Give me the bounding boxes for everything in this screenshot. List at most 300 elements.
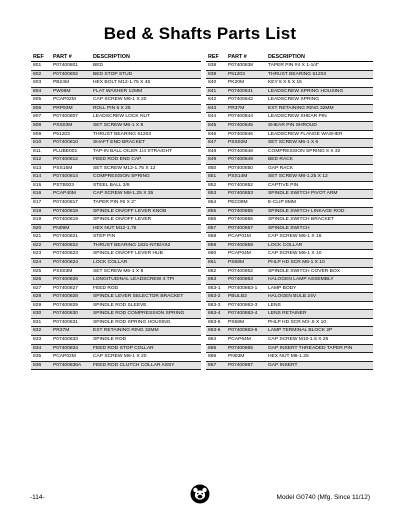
cell-description: FEED ROD STOP COLLAR	[91, 344, 201, 353]
cell-ref: 815	[31, 181, 51, 190]
cell-part-number: P07400821	[51, 233, 91, 242]
cell-description: SPINDLE LEVER SELECTOR BRACKET	[91, 293, 201, 302]
table-row	[206, 361, 373, 370]
cell-part-number: P07400826	[51, 276, 91, 285]
cell-part-number: PSS15M	[51, 164, 91, 173]
cell-ref: 833	[31, 336, 51, 345]
cell-description: HALOGEN LAMP ASSEMBLY	[266, 276, 373, 285]
cell-ref: 860	[206, 250, 226, 259]
cell-part-number: P07400865	[226, 344, 266, 353]
cell-description: SPINDLE ON/OFF LEVER HUB	[91, 250, 201, 259]
table-row	[206, 284, 373, 293]
cell-description: TAPER PIN #6 X 2"	[91, 199, 201, 208]
cell-description: GAP INSERT THREADED TAPER PIN	[266, 344, 373, 353]
cell-ref: 842	[206, 96, 226, 105]
cell-ref: 863-5	[206, 318, 226, 327]
cell-part-number: P07400814	[51, 173, 91, 182]
cell-ref: 850	[206, 164, 226, 173]
cell-description: SPINDLE SWITCH	[266, 224, 373, 233]
cell-description: SHEAR PIN SHROUD	[266, 121, 373, 130]
cell-part-number: PB24M	[51, 79, 91, 88]
cell-part-number: PW06M	[51, 87, 91, 96]
cell-part-number: P07400867	[226, 361, 266, 370]
table-row	[31, 318, 201, 327]
cell-part-number: P07400863	[226, 276, 266, 285]
cell-description: CAP SCREW M8-1.25 X 35	[91, 190, 201, 199]
cell-description: CAP SCREW M6-1 X 20	[91, 353, 201, 362]
cell-ref: 824	[31, 258, 51, 267]
cell-ref: 865	[206, 344, 226, 353]
table-row	[31, 344, 201, 353]
cell-ref: 823	[31, 250, 51, 259]
column-header-description: DESCRIPTION	[266, 53, 373, 62]
cell-part-number: P07400830	[51, 310, 91, 319]
cell-description: CAP SCREW M10-1.5 X 25	[266, 336, 373, 345]
cell-ref: 821	[31, 233, 51, 242]
cell-ref: 812	[31, 156, 51, 165]
table-row	[206, 250, 373, 259]
cell-ref: 810	[31, 139, 51, 148]
cell-description: SET SCREW M6-1 X 8	[91, 267, 201, 276]
table-row	[206, 258, 373, 267]
cell-description: THRUST BEARING 51203	[266, 70, 373, 79]
table-row	[206, 164, 373, 173]
cell-description: THRUST BEARING 1831-NTB/AS2	[91, 241, 201, 250]
table-row	[31, 327, 201, 336]
cell-ref: 863-1	[206, 284, 226, 293]
cell-part-number: P07400863-4	[226, 310, 266, 319]
cell-description: LEADSCREW SHEAR PIN	[266, 113, 373, 122]
cell-part-number: P07400834	[51, 344, 91, 353]
table-row	[206, 62, 373, 71]
table-row	[206, 181, 373, 190]
table-row	[31, 267, 201, 276]
cell-ref: 841	[206, 87, 226, 96]
cell-description: BED STOP STUD	[91, 70, 201, 79]
cell-description: LENS RETAINER	[266, 310, 373, 319]
table-row	[31, 164, 201, 173]
cell-description: SPINDLE SWITCH COVER BOX	[266, 267, 373, 276]
table-row	[206, 216, 373, 225]
cell-ref: 858	[206, 233, 226, 242]
cell-part-number: PCAP02M	[51, 353, 91, 362]
cell-description: LEADSCREW FLANGE WASHER	[266, 130, 373, 139]
table-row	[206, 199, 373, 208]
cell-description: SET SCREW M8-1.25 X 12	[266, 173, 373, 182]
column-header-part: PART #	[51, 53, 91, 62]
table-row	[31, 207, 201, 216]
table-row	[31, 336, 201, 345]
cell-ref: 844	[206, 113, 226, 122]
table-row	[31, 104, 201, 113]
cell-part-number: P07400838	[226, 62, 266, 71]
table-row	[31, 139, 201, 148]
cell-part-number: P07400863-3	[226, 301, 266, 310]
cell-part-number: P07400849	[226, 156, 266, 165]
cell-ref: 819	[31, 216, 51, 225]
cell-ref: 801	[31, 62, 51, 71]
cell-part-number: P07400827	[51, 284, 91, 293]
cell-description: COMPRESSION SPRING 8 X 32	[266, 147, 373, 156]
cell-ref: 817	[31, 199, 51, 208]
cell-part-number: P07400802	[51, 70, 91, 79]
cell-description: SPINDLE SWITCH LINKAGE ROD	[266, 207, 373, 216]
table-row	[206, 267, 373, 276]
cell-part-number: PCAP64M	[226, 336, 266, 345]
cell-description: SPINDLE ROD COMPRESSION SPRING	[91, 310, 201, 319]
cell-ref: 813	[31, 164, 51, 173]
cell-description: FLAT WASHER 12MM	[91, 87, 201, 96]
cell-description: TAPER PIN #4 X 1-1/4"	[266, 62, 373, 71]
cell-ref: 866	[206, 353, 226, 362]
table-row	[206, 327, 373, 336]
cell-part-number: PSS03M	[51, 267, 91, 276]
column-header-part: PART #	[226, 53, 266, 62]
cell-part-number: P07400801	[51, 62, 91, 71]
cell-part-number: PS58M	[226, 318, 266, 327]
table-row	[206, 233, 373, 242]
table-row	[31, 224, 201, 233]
cell-part-number: P07400824	[51, 258, 91, 267]
table-row	[206, 113, 373, 122]
cell-ref: 836	[31, 361, 51, 370]
cell-part-number: P07400829	[51, 301, 91, 310]
cell-part-number: P51203	[51, 130, 91, 139]
cell-description: SET SCREW M6-1 X 6	[266, 139, 373, 148]
cell-description: STEP PIN	[91, 233, 201, 242]
cell-description: SPINDLE ROD SPRING HOUSING	[91, 318, 201, 327]
cell-ref: 832	[31, 327, 51, 336]
cell-ref: 834	[31, 344, 51, 353]
cell-part-number: P07400817	[51, 199, 91, 208]
column-header-description: DESCRIPTION	[91, 53, 201, 62]
cell-description: SET SCREW M6-1 X 8	[91, 121, 201, 130]
table-row	[206, 96, 373, 105]
cell-part-number: P07400857	[226, 224, 266, 233]
table-row	[206, 104, 373, 113]
table-row	[31, 130, 201, 139]
table-header-row	[31, 53, 201, 62]
table-row	[206, 301, 373, 310]
table-row	[206, 336, 373, 345]
table-row	[206, 293, 373, 302]
cell-part-number: P07400819	[51, 216, 91, 225]
table-row	[31, 258, 201, 267]
cell-part-number: P51203	[226, 70, 266, 79]
cell-part-number: P07400807	[51, 113, 91, 122]
cell-description: ROLL PIN 6 X 25	[91, 104, 201, 113]
page-title: Bed & Shafts Parts List	[103, 24, 297, 43]
cell-ref: 822	[31, 241, 51, 250]
table-row	[206, 79, 373, 88]
table-row	[206, 156, 373, 165]
cell-part-number: P07400845	[226, 121, 266, 130]
cell-description: BED	[91, 62, 201, 71]
table-header-row	[206, 53, 373, 62]
cell-ref: 862	[206, 267, 226, 276]
cell-ref: 820	[31, 224, 51, 233]
table-row	[31, 241, 201, 250]
table-row	[206, 130, 373, 139]
table-row	[31, 216, 201, 225]
cell-ref: 811	[31, 147, 51, 156]
cell-part-number: P07400848	[226, 147, 266, 156]
cell-description: SPINDLE ON/OFF LEVER KNOB	[91, 207, 201, 216]
table-row	[206, 70, 373, 79]
cell-description: EXT RETAINING RING 32MM	[266, 104, 373, 113]
cell-part-number: P07400853	[226, 190, 266, 199]
grizzly-bear-icon	[190, 484, 210, 504]
cell-ref: 852	[206, 181, 226, 190]
cell-part-number: PCAP01M	[226, 233, 266, 242]
cell-description: HEX BOLT M12-1.75 X 45	[91, 79, 201, 88]
cell-part-number: PCAP02M	[51, 96, 91, 105]
cell-description: SHAFT END BRACKET	[91, 139, 201, 148]
cell-description: LAMP BODY	[266, 284, 373, 293]
table-row	[206, 139, 373, 148]
table-row	[206, 207, 373, 216]
cell-description: KEY 5 X 5 X 15	[266, 79, 373, 88]
cell-description: COMPRESSION SPRING	[91, 173, 201, 182]
cell-ref: 827	[31, 284, 51, 293]
cell-ref: 863-4	[206, 310, 226, 319]
cell-description: LEADSCREW LOCK NUT	[91, 113, 201, 122]
cell-part-number: PCAP04M	[226, 250, 266, 259]
cell-description: SET SCREW M12-1.75 X 12	[91, 164, 201, 173]
cell-part-number: P07400844	[226, 113, 266, 122]
cell-description: LOCK COLLAR	[91, 258, 201, 267]
cell-ref: 806	[31, 104, 51, 113]
table-row	[206, 353, 373, 362]
cell-ref: 835	[31, 353, 51, 362]
page-number: -114-	[30, 494, 45, 501]
cell-ref: 855	[206, 207, 226, 216]
cell-ref: 867	[206, 361, 226, 370]
table-row	[206, 318, 373, 327]
cell-description: LEADSCREW SPRING HOUSING	[266, 87, 373, 96]
table-row	[31, 79, 201, 88]
cell-description: CAP SCREW M6-1 X 10	[266, 250, 373, 259]
cell-part-number: P07400836A	[51, 361, 91, 370]
cell-ref: 818	[31, 207, 51, 216]
cell-description: GAP INSERT	[266, 361, 373, 370]
cell-ref: 804	[31, 87, 51, 96]
cell-part-number: PSTB003	[51, 181, 91, 190]
cell-description: SPINDLE SWITCH BRACKET	[266, 216, 373, 225]
cell-ref: 859	[206, 241, 226, 250]
table-row	[31, 284, 201, 293]
cell-description: SPINDLE ROD	[91, 336, 201, 345]
cell-part-number: PSS14M	[226, 173, 266, 182]
cell-ref: 808	[31, 121, 51, 130]
cell-ref: 857	[206, 224, 226, 233]
table-row	[31, 250, 201, 259]
cell-part-number: PLUBE001	[51, 147, 91, 156]
cell-part-number: P07400842	[226, 96, 266, 105]
cell-description: HALOGEN BULB 24V	[266, 293, 373, 302]
table-row	[31, 87, 201, 96]
table-row	[206, 190, 373, 199]
cell-description: BED RACK	[266, 156, 373, 165]
cell-description: STEEL BALL 3/8	[91, 181, 201, 190]
cell-part-number: PS68M	[226, 258, 266, 267]
cell-part-number: PRP93M	[51, 104, 91, 113]
table-row	[206, 224, 373, 233]
cell-ref: 802	[31, 70, 51, 79]
table-row	[206, 147, 373, 156]
cell-part-number: P07400850	[226, 164, 266, 173]
table-row	[206, 87, 373, 96]
cell-description: CAP SCREW M6-1 X 20	[91, 96, 201, 105]
cell-ref: 863-2	[206, 293, 226, 302]
cell-ref: 838	[206, 62, 226, 71]
cell-ref: 814	[31, 173, 51, 182]
column-header-ref: REF	[31, 53, 51, 62]
cell-part-number: P07400855	[226, 207, 266, 216]
cell-ref: 816	[31, 190, 51, 199]
table-row	[206, 173, 373, 182]
cell-ref: 831	[31, 318, 51, 327]
cell-ref: 803	[31, 79, 51, 88]
cell-part-number: PN09M	[51, 224, 91, 233]
cell-ref: 843	[206, 104, 226, 113]
cell-description: PHLP HD SCR M6-1 X 10	[266, 258, 373, 267]
table-row	[31, 361, 201, 370]
table-row	[31, 293, 201, 302]
cell-ref: 863	[206, 276, 226, 285]
cell-ref: 861	[206, 258, 226, 267]
cell-description: FEED ROD END CAP	[91, 156, 201, 165]
cell-part-number: PSS03M	[51, 121, 91, 130]
cell-part-number: P07400852	[226, 181, 266, 190]
cell-description: SPINDLE ON/OFF LEVER	[91, 216, 201, 225]
cell-part-number: PSS02M	[226, 139, 266, 148]
cell-part-number: P07400841	[226, 87, 266, 96]
cell-ref: 805	[31, 96, 51, 105]
cell-description: CAP SCREW M6-1 X 16	[266, 233, 373, 242]
table-row	[31, 156, 201, 165]
cell-part-number: P07400812	[51, 156, 91, 165]
cell-description: CAPTIVE PIN	[266, 181, 373, 190]
cell-description: TAP-IN BALL OILER 1/4 STRAIGHT	[91, 147, 201, 156]
cell-part-number: P07400863-1	[226, 284, 266, 293]
table-row	[31, 70, 201, 79]
cell-ref: 828	[31, 293, 51, 302]
cell-ref: 807	[31, 113, 51, 122]
cell-part-number: PR37M	[226, 104, 266, 113]
table-row	[31, 199, 201, 208]
cell-part-number: P07400856	[226, 216, 266, 225]
parts-table-left	[31, 53, 201, 370]
cell-ref: 839	[206, 70, 226, 79]
cell-ref: 825	[31, 267, 51, 276]
cell-ref: 826	[31, 276, 51, 285]
cell-ref: 846	[206, 130, 226, 139]
table-row	[31, 173, 201, 182]
table-row	[31, 62, 201, 71]
cell-description: HEX NUT M8-1.25	[266, 353, 373, 362]
cell-ref: 829	[31, 301, 51, 310]
cell-description: LOCK COLLAR	[266, 241, 373, 250]
cell-description: THRUST BEARING 51203	[91, 130, 201, 139]
cell-description: LENS	[266, 301, 373, 310]
table-row	[31, 301, 201, 310]
cell-part-number: P07400818	[51, 207, 91, 216]
table-row	[31, 113, 201, 122]
cell-ref: 854	[206, 199, 226, 208]
cell-part-number: PBULB3	[226, 293, 266, 302]
parts-table-right	[206, 53, 373, 370]
cell-description: FEED ROD CLUTCH COLLAR ASSY	[91, 361, 201, 370]
cell-ref: 851	[206, 173, 226, 182]
table-row	[31, 190, 201, 199]
cell-ref: 849	[206, 156, 226, 165]
cell-ref: 848	[206, 147, 226, 156]
model-label: Model G0740 (Mfg. Since 11/12)	[276, 494, 370, 501]
cell-part-number: PN03M	[226, 353, 266, 362]
table-row	[31, 276, 201, 285]
table-row	[206, 241, 373, 250]
cell-part-number: PCAP40M	[51, 190, 91, 199]
cell-part-number: P07400863-6	[226, 327, 266, 336]
cell-part-number: P07400846	[226, 130, 266, 139]
table-row	[206, 310, 373, 319]
table-row	[31, 233, 201, 242]
cell-description: HEX NUT M12-1.75	[91, 224, 201, 233]
cell-description: LONGITUDINAL LEADSCREW 4 TPI	[91, 276, 201, 285]
cell-part-number: P07400828	[51, 293, 91, 302]
cell-part-number: PK20M	[226, 79, 266, 88]
table-row	[31, 310, 201, 319]
cell-part-number: P07400831	[51, 318, 91, 327]
cell-ref: 863-6	[206, 327, 226, 336]
cell-ref: 856	[206, 216, 226, 225]
cell-description: LEADSCREW SPRING	[266, 96, 373, 105]
cell-description: FEED ROD	[91, 284, 201, 293]
cell-ref: 853	[206, 190, 226, 199]
cell-part-number: PEC09M	[226, 199, 266, 208]
cell-description: EXT RETAINING RING 32MM	[91, 327, 201, 336]
cell-part-number: P07400859	[226, 241, 266, 250]
cell-part-number: P07400810	[51, 139, 91, 148]
table-row	[31, 181, 201, 190]
table-row	[31, 96, 201, 105]
cell-ref: 809	[31, 130, 51, 139]
cell-description: LAMP TERMINAL BLOCK 2P	[266, 327, 373, 336]
cell-part-number: P07400823	[51, 250, 91, 259]
column-header-ref: REF	[206, 53, 226, 62]
cell-description: SPINDLE ROD SLEEVE	[91, 301, 201, 310]
cell-description: PHLP HD SCR M3-.5 X 10	[266, 318, 373, 327]
table-row	[31, 147, 201, 156]
cell-part-number: PR37M	[51, 327, 91, 336]
cell-ref: 840	[206, 79, 226, 88]
cell-description: SPINDLE SWITCH PIVOT ARM	[266, 190, 373, 199]
cell-ref: 847	[206, 139, 226, 148]
cell-part-number: P07400822	[51, 241, 91, 250]
table-row	[31, 121, 201, 130]
cell-part-number: P07400862	[226, 267, 266, 276]
table-row	[206, 276, 373, 285]
cell-ref: 863-3	[206, 301, 226, 310]
cell-ref: 830	[31, 310, 51, 319]
table-row	[206, 121, 373, 130]
cell-part-number: P07400833	[51, 336, 91, 345]
cell-ref: 864	[206, 336, 226, 345]
table-row	[31, 353, 201, 362]
table-row	[206, 344, 373, 353]
cell-description: E-CLIP 8MM	[266, 199, 373, 208]
